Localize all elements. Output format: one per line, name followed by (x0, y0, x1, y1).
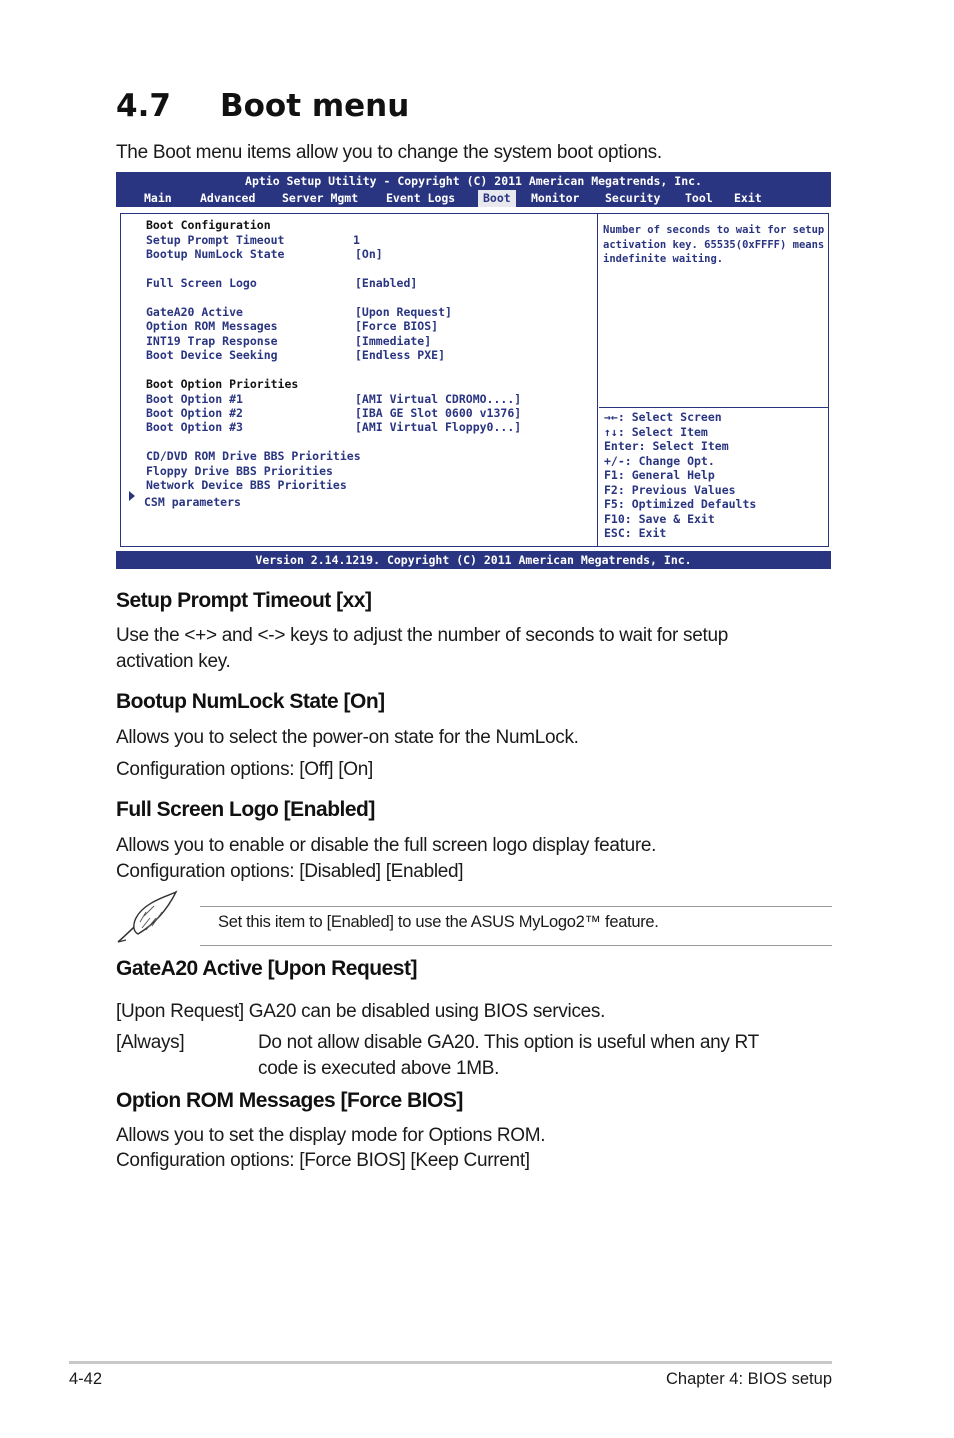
bios-footer-bar: Version 2.14.1219. Copyright (C) 2011 American Megatrends, Inc. (116, 551, 831, 569)
int19-label[interactable]: INT19 Trap Response (146, 334, 278, 348)
key-esc: ESC: Exit (604, 526, 667, 540)
help-text: Number of seconds to wait for setup activation key. 65535(0xFFFF) means indefinite waiting. (603, 224, 825, 265)
menu-server-mgmt[interactable]: Server Mgmt (282, 191, 359, 205)
boot-option-priorities-heading: Boot Option Priorities (146, 377, 299, 391)
menu-exit[interactable]: Exit (734, 191, 762, 205)
key-f10: F10: Save & Exit (604, 511, 715, 526)
full-screen-logo-value[interactable]: [Enabled] (355, 276, 418, 290)
menu-tool[interactable]: Tool (685, 191, 713, 205)
key-f5: F5: Optimized Defaults (604, 497, 757, 511)
boot-option-2-label[interactable]: Boot Option #2 (146, 406, 243, 420)
int19-value[interactable]: [Immediate] (355, 334, 432, 348)
bios-settings-pane (121, 214, 598, 546)
cddvd-bbs-priorities[interactable]: CD/DVD ROM Drive BBS Priorities (146, 449, 361, 463)
menu-security[interactable]: Security (605, 191, 661, 205)
menu-advanced[interactable]: Advanced (200, 191, 256, 205)
gatea20-always-text-2: code is executed above 1MB. (258, 1058, 500, 1079)
full-screen-logo-label[interactable]: Full Screen Logo (146, 276, 257, 290)
option-rom-label[interactable]: Option ROM Messages (146, 319, 278, 333)
note-top-rule (200, 906, 832, 907)
key-f2: F2: Previous Values (604, 482, 736, 497)
network-bbs-priorities[interactable]: Network Device BBS Priorities (146, 478, 347, 492)
optrom-line1: Allows you to set the display mode for Options ROM. (116, 1125, 546, 1146)
optrom-heading: Option ROM Messages [Force BIOS] (116, 1089, 463, 1112)
key-select-screen: →←: Select Screen (604, 410, 722, 424)
boot-seeking-value[interactable]: [Endless PXE] (355, 348, 446, 362)
setup-prompt-heading: Setup Prompt Timeout [xx] (116, 589, 372, 612)
boot-option-3-label[interactable]: Boot Option #3 (146, 420, 243, 434)
menu-event-logs[interactable]: Event Logs (386, 191, 456, 205)
key-select-item: ↑↓: Select Item (604, 424, 708, 439)
submenu-arrow-icon (129, 491, 135, 501)
numlock-line2: Configuration options: [Off] [On] (116, 759, 373, 780)
feather-note-icon (114, 888, 182, 946)
gatea20-heading: GateA20 Active [Upon Request] (116, 957, 417, 980)
numlock-line1: Allows you to select the power-on state for the NumLock. (116, 727, 579, 748)
chapter-label: Chapter 4: BIOS setup (665, 1370, 832, 1388)
setup-prompt-value[interactable]: 1 (353, 233, 360, 247)
gatea20-label[interactable]: GateA20 Active (146, 305, 243, 319)
bios-screenshot (116, 172, 831, 569)
gatea20-always-label: [Always] (116, 1032, 185, 1053)
numlock-value[interactable]: [On] (355, 247, 383, 261)
key-enter: Enter: Select Item (604, 439, 729, 453)
setup-prompt-label[interactable]: Setup Prompt Timeout (146, 233, 285, 247)
optrom-line2: Configuration options: [Force BIOS] [Keep Current] (116, 1150, 530, 1171)
note-text: Set this item to [Enabled] to use the ASUS MyLogo2™ feature. (218, 913, 659, 931)
key-legend (604, 410, 756, 541)
option-rom-value[interactable]: [Force BIOS] (355, 319, 439, 333)
boot-option-1-value[interactable]: [AMI Virtual CDROMO....] (355, 392, 522, 406)
bios-help-pane (599, 214, 828, 408)
bios-body (120, 213, 829, 547)
boot-configuration-heading: Boot Configuration (146, 218, 271, 232)
intro-text: The Boot menu items allow you to change the system boot options. (116, 142, 662, 163)
menu-monitor[interactable]: Monitor (531, 191, 580, 205)
gatea20-always-text: Do not allow disable GA20. This option is useful when any RT (258, 1032, 759, 1053)
key-change-opt: +/-: Change Opt. (604, 453, 715, 468)
footer-rule (69, 1361, 832, 1364)
logo-line1: Allows you to enable or disable the full screen logo display feature. (116, 835, 657, 856)
boot-seeking-label[interactable]: Boot Device Seeking (146, 348, 278, 362)
menu-boot[interactable]: Boot (478, 190, 516, 207)
csm-parameters[interactable]: CSM parameters (144, 495, 241, 509)
boot-option-3-value[interactable]: [AMI Virtual Floppy0...] (355, 420, 522, 434)
note-bottom-rule (200, 945, 832, 946)
page-number: 4-42 (69, 1370, 103, 1388)
key-f1: F1: General Help (604, 468, 715, 482)
section-number: 4.7 (116, 88, 171, 124)
menu-main[interactable]: Main (144, 191, 172, 205)
bios-title-bar: Aptio Setup Utility - Copyright (C) 2011 American Megatrends, Inc. (116, 172, 831, 190)
page-title (116, 88, 409, 124)
numlock-label[interactable]: Bootup NumLock State (146, 247, 285, 261)
logo-line2: Configuration options: [Disabled] [Enabled] (116, 861, 464, 882)
section-title: Boot menu (220, 88, 410, 124)
logo-heading: Full Screen Logo [Enabled] (116, 798, 375, 821)
boot-option-1-label[interactable]: Boot Option #1 (146, 392, 243, 406)
bios-menu-bar (116, 190, 831, 207)
boot-option-2-value[interactable]: [IBA GE Slot 0600 v1376] (355, 406, 522, 420)
floppy-bbs-priorities[interactable]: Floppy Drive BBS Priorities (146, 464, 333, 478)
gatea20-value[interactable]: [Upon Request] (355, 305, 452, 319)
gatea20-line1: [Upon Request] GA20 can be disabled using BIOS services. (116, 1001, 606, 1022)
numlock-heading: Bootup NumLock State [On] (116, 690, 385, 713)
setup-prompt-line2: activation key. (116, 651, 231, 672)
setup-prompt-line1: Use the <+> and <-> keys to adjust the number of seconds to wait for setup (116, 625, 729, 646)
